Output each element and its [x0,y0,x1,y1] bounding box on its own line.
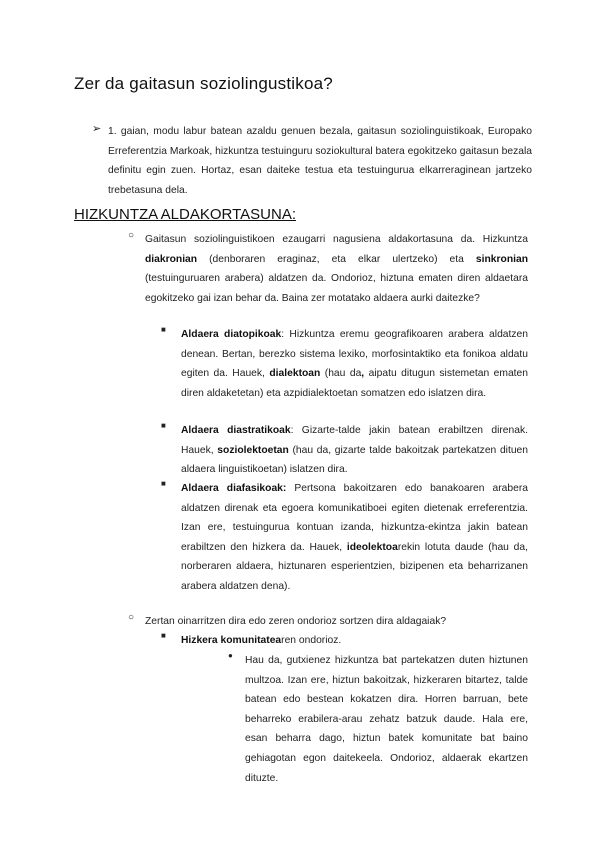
list-item-text: Aldaera diafasikoak: Pertsona bakoitzaren edo banakoaren arabera aldatzen direnak eta egoera komunikatiboei egiten dietenak erreferentzia. Izan ere, testuingurua kontuan izanda, hizkuntza-ekintza jakin batean erabiltzen den hizkera da. Hauek, ideolektoarekin lotuta daude (hau da, norberaren aldaera, hiztunaren esperientzien, bizipenen eta beharrizanen arabera aldatzen dena). [181,483,528,592]
list-item-text: Zertan oinarritzen dira edo zeren ondorioz sortzen dira aldagaiak? [145,616,447,627]
arrow-bullet-icon: ➢ [92,123,102,135]
intro-text: 1. gaian, modu labur batean azaldu genuen bezala, gaitasun soziolinguistikoak, Europako Erreferentzia Markoak, hizkuntza testuinguru soziokultural batera egokitzeko gaitasun bezala definitu egin zuen. Hortaz, esan daiteke testua eta testuingurua elkarreraginean jartzeko trebetasuna dela. [108,126,532,196]
list-item-text: Aldaera diatopikoak: Hizkuntza eremu geografikoaren arabera aldatzen denean. Bertan, berezko sistema lexiko, morfosintaktiko eta fonikoa aldatu egiten da. Hauek, dialektoan (hau da, aipatu ditugun sistemetan ematen diren aldaketetan) eta azpidialektoetan somatzen edo islatzen dira. [181,329,528,399]
term-aldaera-diatopikoak: Aldaera diatopikoak [181,329,282,340]
term-aldaera-diastratikoak: Aldaera diastratikoak [181,425,291,436]
page-title: Zer da gaitasun soziolingustikoa? [74,74,333,93]
term-dialektoan: dialektoan [269,368,321,380]
term-diakronian: diakronian [145,253,198,265]
list-item-text: Hau da, gutxienez hizkuntza bat partekatzen duten hiztunen multzoa. Izan ere, hiztun bakoitzak, hizkeraren bitartez, talde batean edo bestean kokatzen dira. Horren barruan, bete beharreko erabilera-arau zehatz batzuk daude. Hala ere, esan beharra dago, hiztun batek komunitate bat baino gehiagotan egon daitekeela. Ondorioz, aldaerak ekartzen dituzte. [245,655,528,784]
term-soziolektoetan: soziolektoetan [217,444,289,456]
circle-bullet-icon: ○ [128,612,135,623]
circle-bullet-icon: ○ [128,230,135,241]
term-aldaera-diafasikoak: Aldaera diafasikoak: [181,483,287,494]
term-hizkera-komunitatea: Hizkera komunitatea [181,635,282,646]
section-heading: HIZKUNTZA ALDAKORTASUNA: [74,206,296,223]
term-sinkronian: sinkronian [475,253,528,265]
term-ideolektoa: ideolektoa [346,541,398,553]
disc-bullet-icon: ● [228,651,233,660]
square-bullet-icon: ■ [161,421,166,430]
square-bullet-icon: ■ [161,631,166,640]
list-item-text: Hizkera komunitatearen ondorioz. [181,635,342,646]
list-item-text: Aldaera diastratikoak: Gizarte-talde jakin batean erabiltzen direnak. Hauek, soziolektoetan (hau da, gizarte talde bakoitzak partekatzen dituen aldaera linguistikoetan) islatzen dira. [181,425,528,476]
square-bullet-icon: ■ [161,479,166,488]
list-item-text: Gaitasun soziolinguistikoen ezaugarri nagusiena aldakortasuna da. Hizkuntza diakronian (denboraren eraginaz, eta elkar ulertzeko) eta sinkronian (testuinguruaren arabera) aldatzen da. Ondorioz, hiztuna ematen diren aldaetara egokitzeko gai izan behar da. Baina zer motatako aldaera aurki daitezke? [145,234,528,304]
square-bullet-icon: ■ [161,325,166,334]
